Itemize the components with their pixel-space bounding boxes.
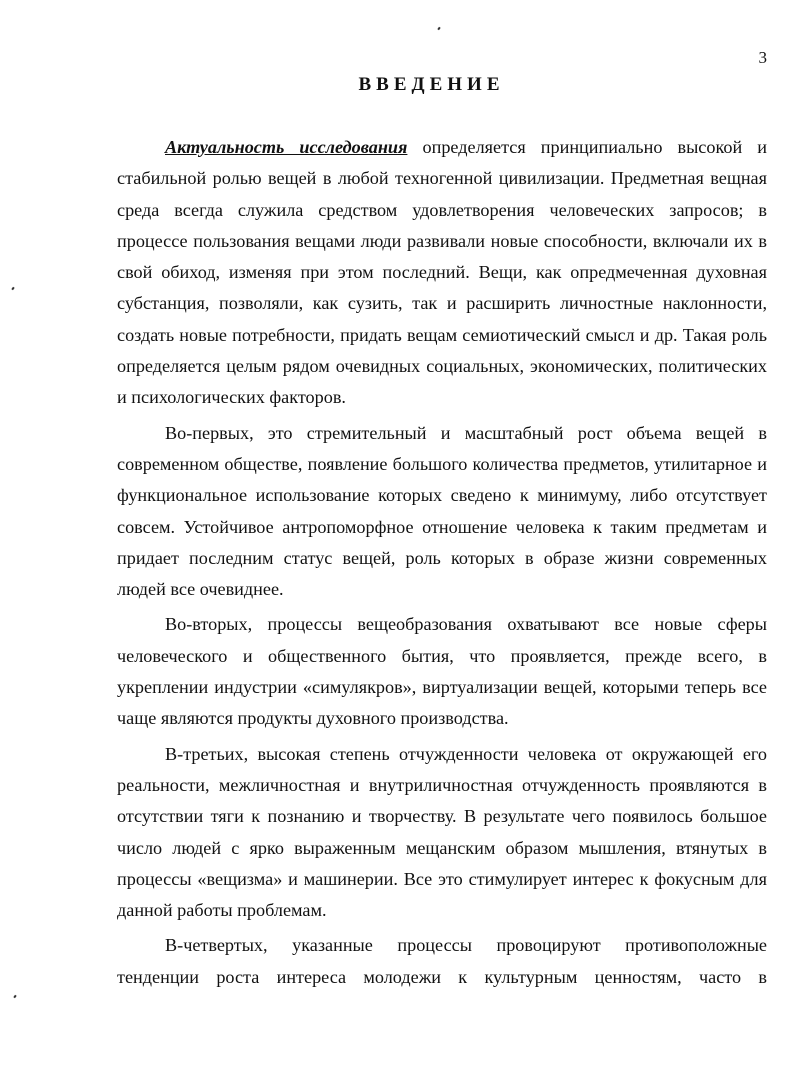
scan-speck (13, 995, 16, 999)
paragraph: Во-вторых, процессы вещеобразования охватывают все новые сферы человеческого и общественного бытия, что проявляется, прежде всего, в укреплении индустрии «симулякров», виртуализации вещей, которыми теперь все чаще являются продукты духовного производства. (117, 614, 767, 729)
scan-speck (437, 27, 440, 31)
scan-speck (11, 287, 14, 291)
body-text (117, 132, 767, 997)
paragraph: В-четвертых, указанные процессы провоцируют противоположные тенденции роста интереса молодежи к культурным ценностям, часто в (117, 935, 767, 987)
page-title: ВВЕДЕНИЕ (358, 74, 505, 95)
paragraph (117, 132, 767, 414)
paragraph: В-третьих, высокая степень отчужденности человека от окружающей его реальности, межличностная и внутриличностная отчужденность проявляются в отсутствии тяги к познанию и творчеству. В результате чего появилось большое число людей с ярко выраженным мещанским образом мышления, втянутых в процессы «вещизма» и машинерии. Все это стимулирует интерес к фокусным для данной работы проблемам. (117, 743, 767, 921)
page-number: 3 (758, 48, 767, 67)
paragraph: Во-первых, это стремительный и масштабный рост объема вещей в современном обществе, появление большого количества предметов, утилитарное и функциональное использование которых сведено к минимуму, либо отсутствует совсем. Устойчивое антропоморфное отношение человека к таким предметам и придает последним статус вещей, роль которых в образе жизни современных людей все очевиднее. (117, 422, 767, 600)
key-term: Актуальность исследования (165, 137, 408, 157)
paragraph-text: определяется принципиально высокой и стабильной ролью вещей в любой техногенной цивилизации. Предметная вещная среда всегда служила средством удовлетворения человеческих запросов; в процессе пользования вещами люди развивали новые способности, включали их в свой обиход, изменяя при этом последний. Вещи, как опредмеченная духовная субстанция, позволяли, как сузить, так и расширить личностные наклонности, создать новые потребности, придать вещам семиотический смысл и др. Такая роль определяется целым рядом очевидных социальных, экономических, политических и психологических факторов. (117, 137, 767, 408)
